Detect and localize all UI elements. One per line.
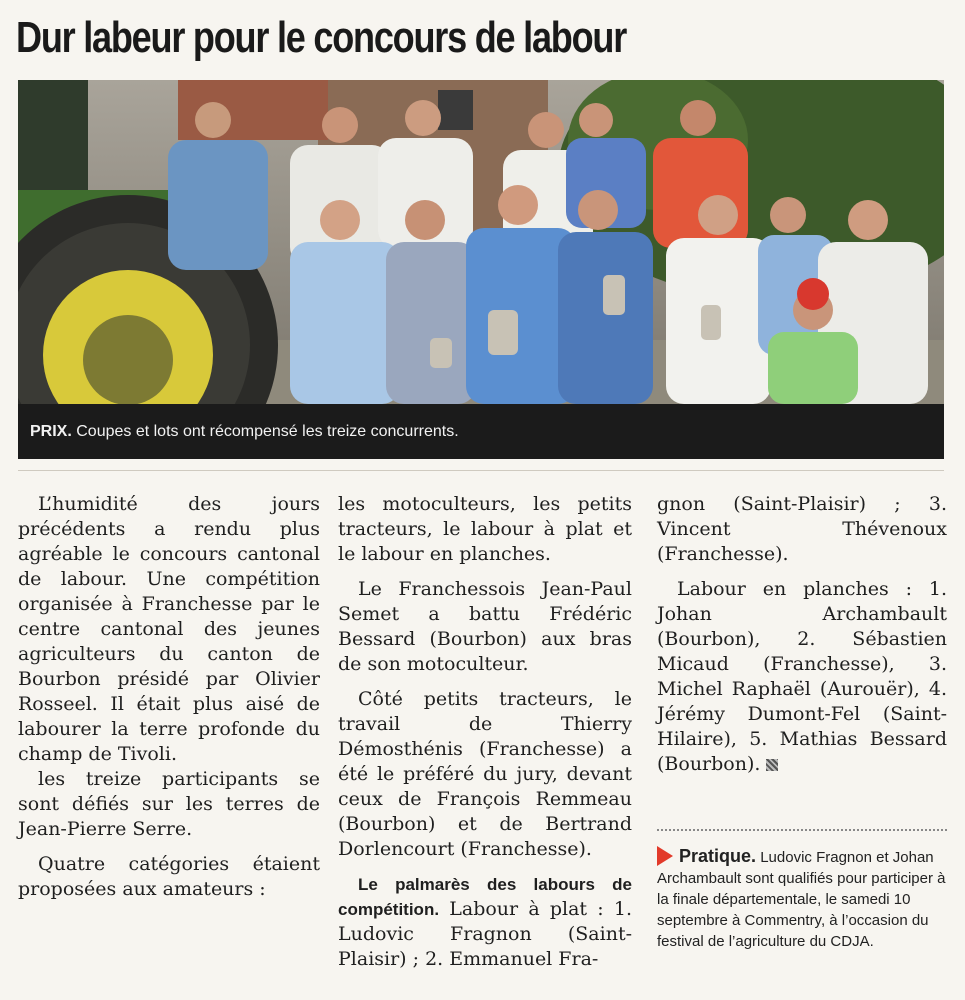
dotted-divider xyxy=(657,829,947,831)
article-column-3 xyxy=(657,492,947,777)
end-mark-icon xyxy=(766,759,778,771)
palmares-paragraph xyxy=(338,872,632,972)
paragraph: Côté petits tracteurs, le travail de Thierry Démosthénis (Franchesse) a été le préféré du jury, devant ceux de François Remmeau (Bourbon) et de Bertrand Dorlencourt (Franchesse). xyxy=(338,688,632,860)
pratique-title: Pratique. xyxy=(679,846,757,866)
paragraph: L’humidité des jours précédents a rendu plus agréable le concours cantonal de labour. Une compétition organisée à Franchesse par le centre cantonal des jeunes agriculteurs du canton de Bourbon présidé par Olivier Rosseel. Il était plus aisé de labourer la terre profonde du champ de Tivoli. xyxy=(18,493,320,765)
paragraph xyxy=(657,577,947,777)
caption-text: Coupes et lots ont récompensé les treize concurrents. xyxy=(71,423,459,440)
palmares-title: Le palmarès des labours de compétition. xyxy=(338,875,632,919)
palmares-text: Labour à plat : 1. Ludovic Fragnon (Saint-Plaisir) ; 2. Emmanuel Fra- xyxy=(338,898,632,970)
arrow-icon xyxy=(657,846,673,866)
photo-caption xyxy=(18,404,944,459)
separator-line xyxy=(18,470,944,471)
pratique-text: Ludovic Fragnon et Johan Archambault sont qualifiés pour participer à la finale départementale, le samedi 10 septembre à Commentry, à l’occasion du festival de l’agriculture du CDJA. xyxy=(657,849,946,951)
group-photo xyxy=(18,80,944,404)
paragraph-text: Labour en planches : 1. Johan Archambault (Bourbon), 2. Sébastien Micaud (Franchesse), 3. Michel Raphaël (Aurouër), 4. Jérémy Dumont-Fel (Saint-Hilaire), 5. Mathias Bessard (Bourbon). xyxy=(657,578,947,775)
caption-label: PRIX. xyxy=(30,423,72,440)
article-headline: Dur labeur pour le concours de labour xyxy=(16,13,627,62)
paragraph: les treize participants se sont défiés sur les terres de Jean-Pierre Serre. xyxy=(18,768,320,840)
article-column-1 xyxy=(18,492,320,902)
paragraph: Quatre catégories étaient proposées aux amateurs : xyxy=(18,853,320,900)
pratique-box xyxy=(657,846,947,952)
paragraph: les motoculteurs, les petits tracteurs, le labour à plat et le labour en planches. xyxy=(338,493,632,565)
article-column-2 xyxy=(338,492,632,972)
paragraph: Le Franchessois Jean-Paul Semet a battu Frédéric Bessard (Bourbon) aux bras de son motoculteur. xyxy=(338,578,632,675)
group-photo-icon xyxy=(18,80,944,404)
paragraph: gnon (Saint-Plaisir) ; 3. Vincent Thévenoux (Franchesse). xyxy=(657,493,947,565)
